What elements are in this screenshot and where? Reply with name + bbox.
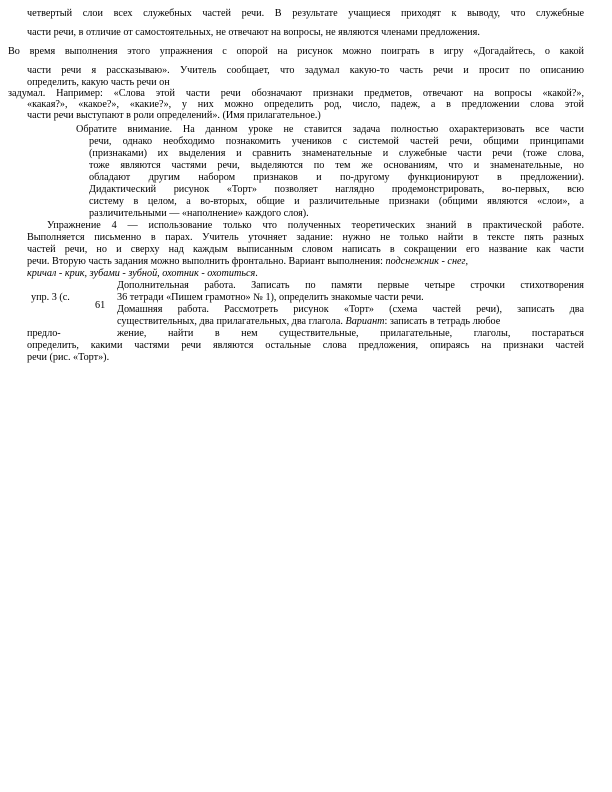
example-words: кричал - крик, зубами - зубной, охотник - охотиться	[27, 268, 256, 279]
note-line: Дидактический рисунок «Торт» позволяет наглядно продемонстрировать, во-первых, всю	[89, 184, 584, 195]
text-line: речи (рис. «Торт»).	[27, 352, 110, 363]
text-line	[27, 256, 468, 268]
text-line: «какая?», «какое?», «какие?», у них можно определить род, число, падеж, а в предложении слова этой	[27, 99, 584, 110]
note-line: различительными — «наполнение» каждого слоя).	[89, 208, 309, 219]
note-line: систему в целом, а во-вторых, общие и различительные признаки (общими являются «слои», а	[89, 196, 584, 207]
text-line: части речи, в отличие от самостоятельных, не отвечают на вопросы, не являются членами предложения.	[27, 27, 480, 38]
text-span: .	[255, 268, 258, 279]
margin-note: предло-	[27, 328, 61, 339]
text-line: определить, какую часть речи он	[27, 77, 170, 88]
text-line: Дополнительная работа. Записать по памяти первые четыре строчки стихотворения	[117, 280, 584, 291]
note-line: (признаками) их выделения и сравнить знаменательные и служебные части речи (тоже слова,	[89, 148, 584, 159]
text-line: четвертый слои всех служебных частей речи. В результате учащиеся приходят к выводу, что служебные	[27, 8, 584, 19]
text-span: : записать в тетрадь любое	[384, 316, 501, 327]
text-line: Упражнение 4 — использование только что полученных теоретических знаний в практической работе.	[47, 220, 584, 231]
note-line: Обратите внимание. На данном уроке не ставится задача полностью охарактеризовать все части	[76, 124, 584, 135]
variant-label: Вариант	[345, 316, 385, 327]
text-line	[27, 268, 258, 280]
text-line: жение, найти в нем существительные, прилагательные, глаголы, постараться	[117, 328, 584, 339]
text-line	[117, 316, 500, 328]
text-line: части речи выступают в роли определений». (Имя прилагательное.)	[27, 110, 321, 121]
text-line: Домашняя работа. Рассмотреть рисунок «Торт» (схема частей речи), записать два	[117, 304, 584, 315]
text-line: части речи я рассказываю». Учитель сообщает, что задумал какую-то часть речи и просит по описанию	[27, 65, 584, 76]
text-line: 36 тетради «Пишем грамотно» № 1), определить знакомые части речи.	[117, 292, 424, 303]
note-line: тоже являются частями речи, выделяются по тем же основаниям, что и знаменательные, но	[89, 160, 584, 171]
text-line: частей речи, но и сверху над каждым выписанным словом написать в сокращении его название как части	[27, 244, 584, 255]
text-line: Во время выполнения этого упражнения с опорой на рисунок можно поиграть в игру «Догадайтесь, о какой	[8, 46, 584, 57]
text-line: задумал. Например: «Слова этой части речи обозначают признаки предметов, отвечают на вопросы «какой?»,	[8, 88, 584, 99]
text-line: Выполняется письменно в парах. Учитель уточняет задание: нужно не только найти в тексте пять разных	[27, 232, 584, 243]
text-span: речи. Вторую часть задания можно выполнить фронтально. Вариант выполнения:	[27, 256, 383, 267]
example-words: подснежник - снег,	[385, 256, 469, 267]
page-number: 61	[95, 300, 106, 311]
text-line: определить, какими частями речи являются остальные слова предложения, опираясь на признаки частей	[27, 340, 584, 351]
note-line: обладают другим набором признаков и по-другому функционируют в предложении).	[89, 172, 584, 183]
text-span: существительных, два прилагательных, два глагола.	[117, 316, 343, 327]
margin-note: упр. 3 (с.	[31, 292, 70, 303]
note-line: речи, однако необходимо познакомить учеников с системой частей речи, общими принципами	[89, 136, 584, 147]
